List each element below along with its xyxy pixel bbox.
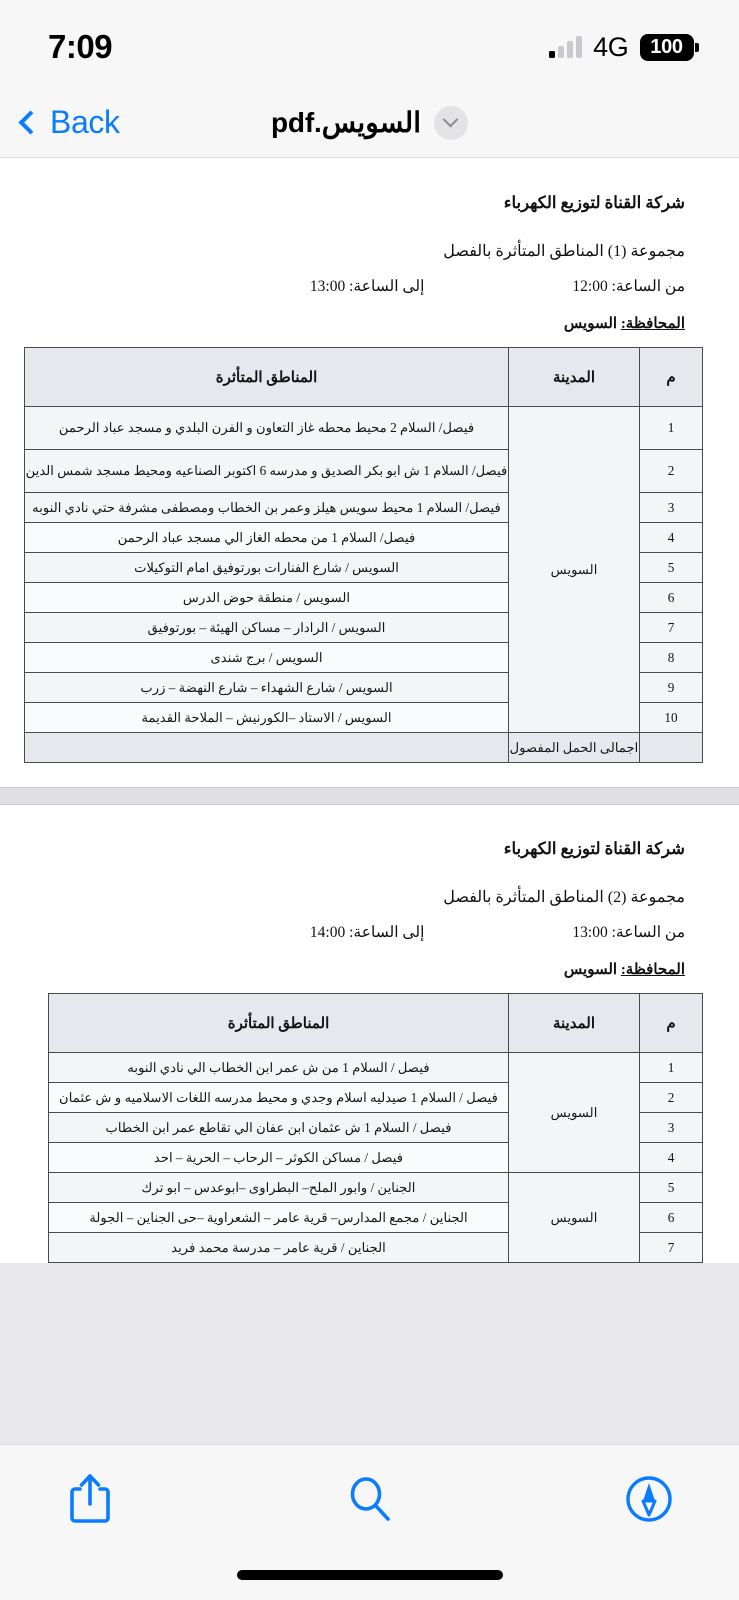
time-range-row — [36, 923, 703, 942]
governorate-value: السويس — [563, 962, 618, 978]
chevron-left-icon — [18, 110, 42, 134]
cell-row-number: 9 — [640, 673, 703, 703]
back-button[interactable] — [0, 104, 120, 141]
cell-row-number: 5 — [640, 553, 703, 583]
page-title: السويس.pdf — [271, 107, 421, 138]
group-heading: مجموعة (1) المناطق المتأثرة بالفصل — [443, 243, 685, 260]
cell-city: السويس — [509, 1053, 640, 1173]
governorate-label: المحافظة: — [620, 962, 685, 978]
cell-row-number: 6 — [640, 1203, 703, 1233]
cell-zone: الجناين / مجمع المدارس– قرية عامر – الشعراوية –حى الجناين – الجولة — [49, 1203, 509, 1233]
markup-pen-icon — [624, 1474, 674, 1524]
table-header — [49, 994, 703, 1053]
table-header-row — [49, 994, 703, 1053]
cell-zone: فيصل/ السلام 2 محيط محطه غاز التعاون و الفرن البلدي و مسجد عباد الرحمن — [25, 407, 509, 450]
network-type-label: 4G — [593, 31, 629, 62]
document-1-body — [0, 159, 739, 787]
cell-row-number: 7 — [640, 613, 703, 643]
governorate-value: السويس — [563, 316, 618, 332]
table-body — [49, 1053, 703, 1263]
cell-row-number: 7 — [640, 1233, 703, 1263]
column-header-zones: المناطق المتأثرة — [25, 348, 509, 407]
status-bar-time: 7:09 — [48, 28, 113, 65]
company-heading: شركة القناة لتوزيع الكهرباء — [503, 839, 685, 858]
cellular-signal-icon — [549, 36, 582, 58]
chevron-down-icon[interactable] — [434, 106, 468, 140]
table-header — [25, 348, 703, 407]
cell-row-number: 1 — [640, 407, 703, 450]
document-2-body — [0, 805, 739, 1263]
column-header-zones: المناطق المتأثرة — [49, 994, 509, 1053]
toolbar-buttons — [0, 1445, 739, 1531]
cell-city: السويس — [509, 1173, 640, 1263]
share-icon — [69, 1472, 111, 1526]
time-to-label: إلى الساعة: 13:00 — [309, 278, 425, 295]
cell-row-number: 10 — [640, 703, 703, 733]
cell-zone: السويس / الرادار – مساكن الهيئة – بورتوفيق — [25, 613, 509, 643]
table-row — [49, 1173, 703, 1203]
battery-percent-label: 100 — [640, 34, 694, 61]
back-button-label: Back — [50, 104, 120, 140]
table-total-row — [25, 733, 703, 763]
cell-zone: فيصل/ السلام 1 من محطه الغاز الي مسجد عباد الرحمن — [25, 523, 509, 553]
governorate-label: المحافظة: — [620, 316, 685, 332]
cell-zone: فيصل / السلام 1 من ش عمر ابن الخطاب الي نادي النوبه — [49, 1053, 509, 1083]
affected-zones-table-2 — [48, 993, 703, 1263]
cell-zone: الجناين / وابور الملح– البطراوى –ابوعدس – ابو ترك — [49, 1173, 509, 1203]
bottom-toolbar — [0, 1444, 739, 1600]
battery-cap — [695, 43, 699, 52]
markup-button[interactable] — [617, 1467, 681, 1531]
cell-row-number: 8 — [640, 643, 703, 673]
company-heading: شركة القناة لتوزيع الكهرباء — [503, 193, 685, 212]
cell-row-number: 2 — [640, 450, 703, 493]
cell-row-number: 1 — [640, 1053, 703, 1083]
cell-row-number: 4 — [640, 1143, 703, 1173]
navigation-bar — [0, 88, 739, 158]
cell-zone: فيصل / مساكن الكوثر – الرحاب – الحرية – احد — [49, 1143, 509, 1173]
cell-total-blank — [640, 733, 703, 763]
time-to-label: إلى الساعة: 14:00 — [309, 924, 425, 941]
cell-row-number: 3 — [640, 1113, 703, 1143]
cell-row-number: 3 — [640, 493, 703, 523]
search-button[interactable] — [338, 1467, 402, 1531]
group-heading: مجموعة (2) المناطق المتأثرة بالفصل — [443, 889, 685, 906]
cell-zone: الجناين / قرية عامر – مدرسة محمد فريد — [49, 1233, 509, 1263]
share-button[interactable] — [58, 1467, 122, 1531]
cell-row-number: 5 — [640, 1173, 703, 1203]
status-bar — [0, 0, 739, 88]
status-bar-indicators — [549, 26, 699, 63]
home-indicator — [237, 1570, 503, 1580]
pdf-scroll-area[interactable] — [0, 159, 739, 1444]
cell-total-value — [25, 733, 509, 763]
cell-zone: السويس / منطقة حوض الدرس — [25, 583, 509, 613]
page-separator — [0, 787, 739, 805]
table-header-row — [25, 348, 703, 407]
time-from-label: من الساعة: 12:00 — [572, 278, 685, 295]
cell-zone: السويس / برج شندى — [25, 643, 509, 673]
cell-total-label: اجمالى الحمل المفصول — [509, 733, 640, 763]
cell-row-number: 2 — [640, 1083, 703, 1113]
cell-zone: السويس / شارع الفنارات بورتوفيق امام التوكيلات — [25, 553, 509, 583]
governorate-line — [36, 314, 703, 333]
search-icon — [345, 1474, 395, 1524]
governorate-line — [36, 960, 703, 979]
cell-row-number: 4 — [640, 523, 703, 553]
column-header-city: المدينة — [509, 348, 640, 407]
column-header-no: م — [640, 994, 703, 1053]
cell-row-number: 6 — [640, 583, 703, 613]
pdf-page-1 — [0, 159, 739, 787]
column-header-city: المدينة — [509, 994, 640, 1053]
cell-zone: فيصل/ السلام 1 ش ابو بكر الصديق و مدرسه 6 اكتوبر الصناعيه ومحيط مسجد شمس الدين — [25, 450, 509, 493]
affected-zones-table-1 — [24, 347, 703, 763]
cell-zone: فيصل/ السلام 1 محيط سويس هيلز وعمر بن الخطاب ومصطفى مشرفة حتي نادي النوبه — [25, 493, 509, 523]
table-body — [25, 407, 703, 763]
pdf-page-2 — [0, 805, 739, 1263]
table-row — [25, 407, 703, 450]
cell-zone: السويس / شارع الشهداء – شارع النهضة – زرب — [25, 673, 509, 703]
cell-zone: السويس / الاستاد –الكورنيش – الملاحة القديمة — [25, 703, 509, 733]
cell-city: السويس — [509, 407, 640, 733]
column-header-no: م — [640, 348, 703, 407]
table-row — [49, 1053, 703, 1083]
time-range-row — [36, 277, 703, 296]
time-from-label: من الساعة: 13:00 — [572, 924, 685, 941]
cell-zone: فيصل / السلام 1 ش عثمان ابن عفان الي تقاطع عمر ابن الخطاب — [49, 1113, 509, 1143]
cell-zone: فيصل / السلام 1 صيدليه اسلام وجدي و محيط مدرسه اللغات الاسلاميه و ش عثمان — [49, 1083, 509, 1113]
battery-icon — [640, 34, 700, 61]
